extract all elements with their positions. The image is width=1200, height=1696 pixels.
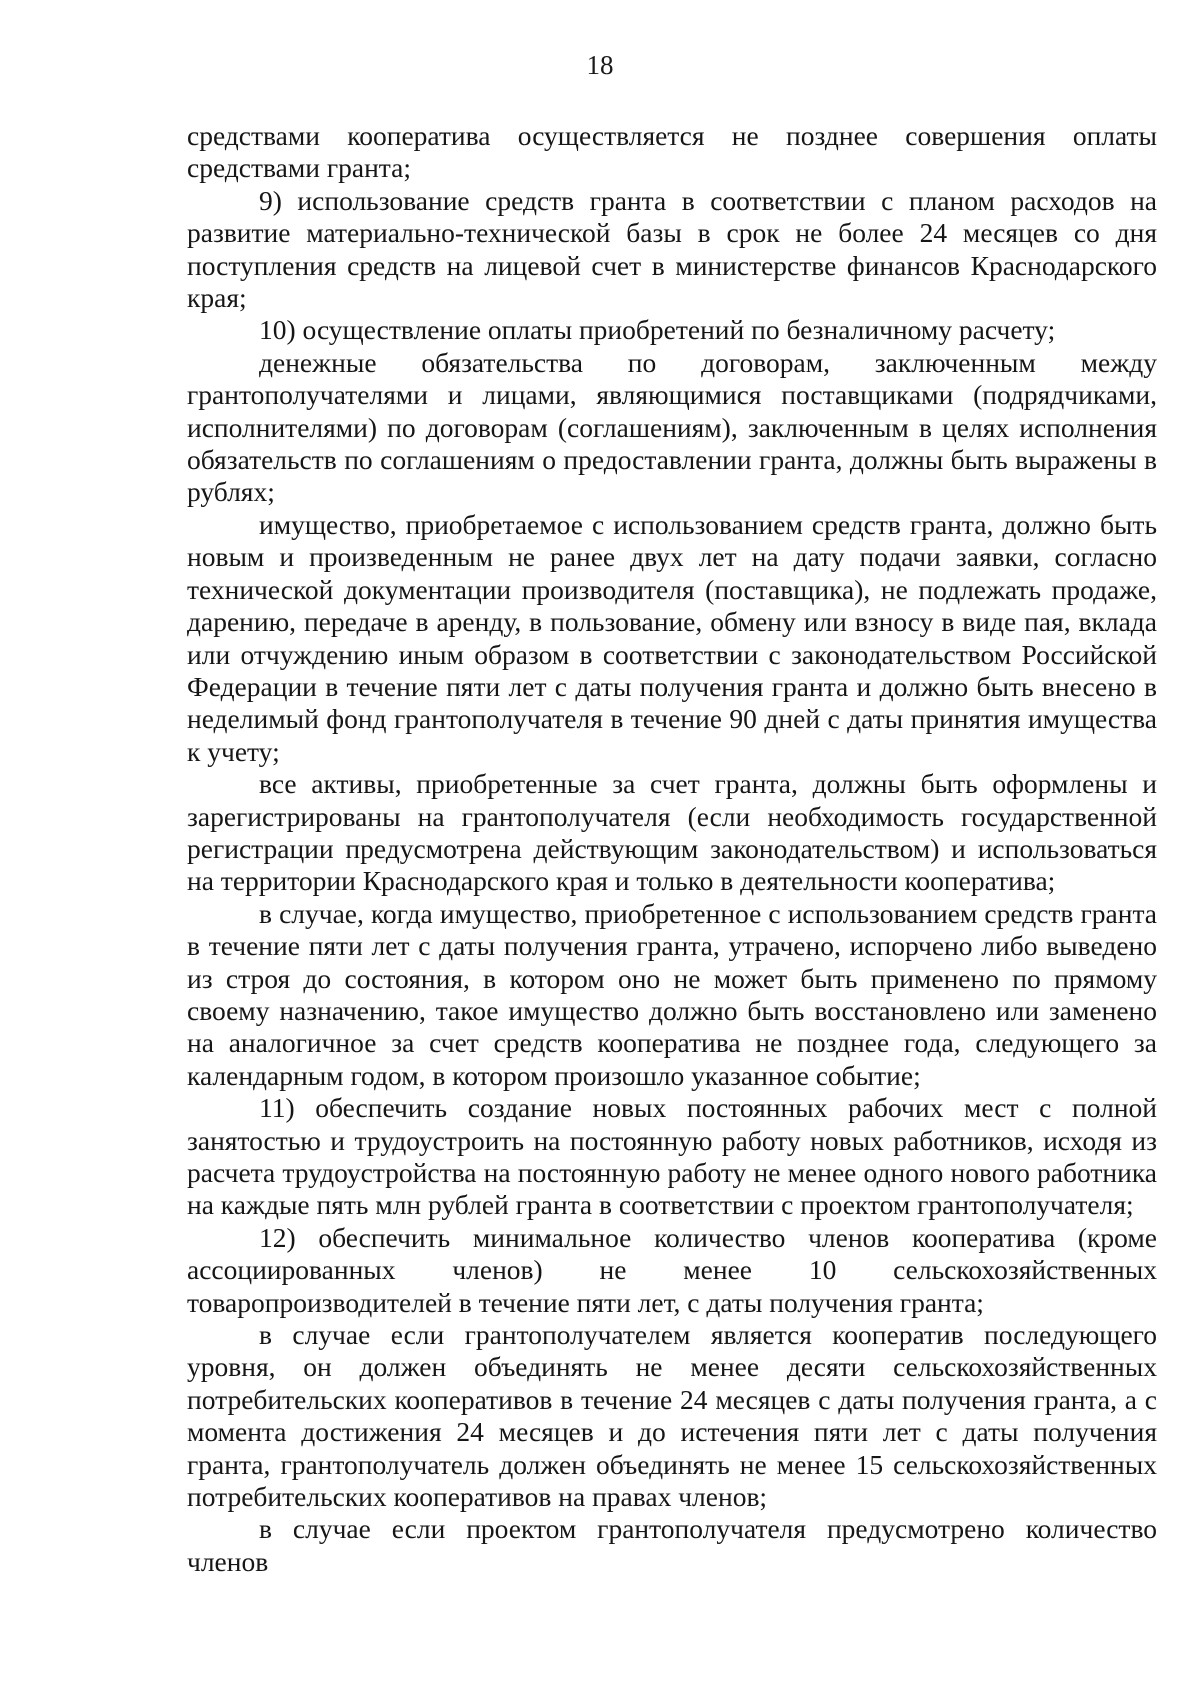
paragraph-item-12: 12) обеспечить минимальное количество членов кооператива (кроме ассоциированных членов) не менее 10 сельскохозяйственных товаропроизводителей в течение пяти лет, с даты получения гранта;	[187, 1221, 1157, 1318]
paragraph-assets-registration: все активы, приобретенные за счет гранта, должны быть оформлены и зарегистрированы на грантополучателя (если необходимость государственной регистрации предусмотрена действующим законодательством) и использоваться на территории Краснодарского края и только в деятельности кооператива;	[187, 768, 1157, 897]
document-body	[187, 120, 1157, 1578]
page-number: 18	[586, 50, 614, 80]
paragraph-continuation: средствами кооператива осуществляется не позднее совершения оплаты средствами гранта;	[187, 120, 1157, 184]
paragraph-item-11: 11) обеспечить создание новых постоянных рабочих мест с полной занятостью и трудоустроить на постоянную работу новых работников, исходя из расчета трудоустройства на постоянную работу не менее одного нового работника на каждые пять млн рублей гранта в соответствии с проектом грантополучателя;	[187, 1092, 1157, 1221]
paragraph-property-restoration: в случае, когда имущество, приобретенное с использованием средств гранта в течение пяти лет с даты получения гранта, утрачено, испорчено либо выведено из строя до состояния, в котором оно не может быть применено по прямому своему назначению, такое имущество должно быть восстановлено или заменено на аналогичное за счет средств кооператива не позднее года, следующего за календарным годом, в котором произошло указанное событие;	[187, 897, 1157, 1091]
paragraph-item-10: 10) осуществление оплаты приобретений по безналичному расчету;	[259, 314, 1056, 346]
paragraph-item-9: 9) использование средств гранта в соответствии с планом расходов на развитие материально-технической базы в срок не более 24 месяцев со дня поступления средств на лицевой счет в министерстве финансов Краснодарского края;	[187, 184, 1157, 314]
paragraph-property-requirements: имущество, приобретаемое с использованием средств гранта, должно быть новым и произведенным не ранее двух лет на дату подачи заявки, согласно технической документации производителя (поставщика), не подлежать продаже, дарению, передаче в аренду, в пользование, обмену или взносу в виде пая, вклада или отчуждению иным образом в соответствии с законодательством Российской Федерации в течение пяти лет с даты получения гранта и должно быть внесено в неделимый фонд грантополучателя в течение 90 дней с даты принятия имущества к учету;	[187, 508, 1157, 767]
paragraph-monetary-obligations: денежные обязательства по договорам, заключенным между грантополучателями и лицами, являющимися поставщиками (подрядчиками, исполнителями) по договорам (соглашениям), заключенным в целях исполнения обязательств по соглашениям о предоставлении гранта, должны быть выражены в рублях;	[187, 346, 1157, 508]
paragraph-members-count: в случае если проектом грантополучателя предусмотрено количество членов	[187, 1513, 1157, 1577]
paragraph-subsequent-level-cooperative: в случае если грантополучателем является кооператив последующего уровня, он должен объединять не менее десяти сельскохозяйственных потребительских кооперативов в течение 24 месяцев с даты получения гранта, а с момента достижения 24 месяцев и до истечения пяти лет с даты получения гранта, грантополучатель должен объединять не менее 15 сельскохозяйственных потребительских кооперативов на правах членов;	[187, 1319, 1157, 1513]
